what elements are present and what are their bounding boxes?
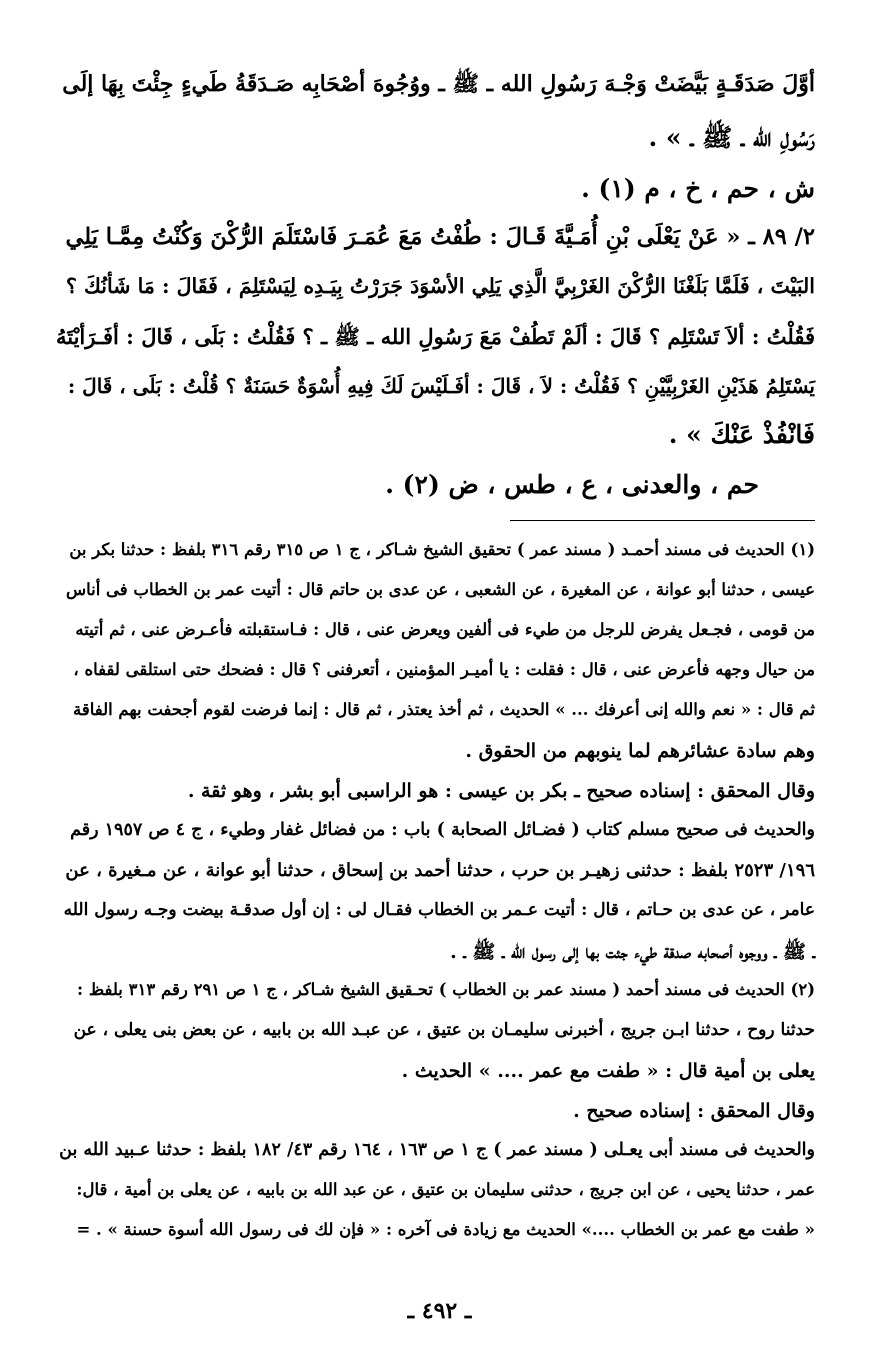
footnote-divider — [510, 520, 815, 521]
footnote-line: ـ ﷺ ـ ووجوه أصحابه صدقة طيء جئت بها إلى رسول الله ـ ﷺ ـ . — [450, 941, 815, 963]
footnote-line: حدثنا روح ، حدثنا ابـن جريج ، أخبرنى سليمـان بن عتيق ، عن عبـد الله بن بابيه ، عن بعض بنى يعلى ، عن — [73, 1020, 815, 1040]
main-text-line: فَقُلْتُ : ألاَ تَسْتَلِم ؟ قَالَ : ألَمْ تَطُفْ مَعَ رَسُولِ الله ـ ﷺ ـ ؟ فَقُلْتُ : بَلَى ، قَالَ : أفَـرَأيْتَهُ — [55, 324, 815, 349]
main-text-line: ٢/ ٨٩ ـ « عَنْ يَعْلَى بْنِ أُمَـيَّةَ قَـالَ : طُفْتُ مَعَ عُمَـرَ فَاسْتَلَمَ الرُّكْنَ وَكُنْتُ مِمَّـا يَلِي — [65, 224, 815, 250]
main-text-line: البَيْتَ ، فَلَمَّا بَلَغْنَا الرُّكْنَ الغَرْبِيَّ الَّذِي يَلِي الأسْوَدَ جَرَرْتُ بِيَـدِه لِيَسْتَلِمَ ، فَقَالَ : مَا شَأنُكَ ؟ — [66, 274, 815, 298]
footnote-line: (٢) الحديث فى مسند أحمد ( مسند عمر بن الخطاب ) تحـقيق الشيخ شـاكر ، ج ١ ص ٢٩١ رقم ٣١٣ بلفظ : — [77, 980, 815, 999]
main-text-line: يَسْتَلِمُ هَذَيْنِ الغَرْبِيَّيْنِ ؟ فَقُلْتُ : لاَ ، قَالَ : أفَـلَيْسَ لَكَ فِيهِ أُسْوَةٌ حَسَنَةٌ ؟ قُلْتُ : بَلَى ، قَالَ : — [67, 374, 815, 398]
main-text-line: رَسُولِ الله ـ ﷺ ـ » . — [648, 123, 815, 152]
footnote-line: والحديث فى صحيح مسلم كتاب ( فضـائل الصحابة ) باب : من فضائل غفار وطيء ، ج ٤ ص ١٩٥٧ رقم — [70, 820, 815, 840]
footnote-line: عامر ، عن عدى بن حـاتم ، قال : أتيت عـمر بن الخطاب فقـال لى : إن أول صدقـة بيضت وجـه رسول الله — [63, 900, 815, 920]
footnote-line: يعلى بن أمية قال : « طفت مع عمر .... » الحديث . — [401, 1060, 815, 1082]
footnote-line: ثم قال : « نعم والله إنى أعرفك ... » الحديث ، ثم أخذ يعتذر ، ثم قال : إنما فرضت لقوم أجحفت بهم الفاقة — [72, 700, 815, 719]
footnote-line: (١) الحديث فى مسند أحمـد ( مسند عمر ) تحقيق الشيخ شـاكر ، ج ١ ص ٣١٥ رقم ٣١٦ بلفظ : حدثنا بكر بن — [69, 540, 815, 559]
footnote-line: وقال المحقق : إسناده صحيح ـ بكر بن عيسى : هو الراسبى أبو بشر ، وهو ثقة . — [187, 780, 815, 802]
footnote-line: وهم سادة عشائرهم لما ينوبهم من الحقوق . — [465, 740, 815, 762]
footnote-line: « طفت مع عمر بن الخطاب ....» الحديث مع زيادة فى آخره : « فإن لك فى رسول الله أسوة حسنة » . = — [76, 1220, 815, 1239]
main-text-line: فَانْفُذْ عَنْكَ » . — [668, 420, 815, 449]
footnote-line: من قومى ، فجـعل يفرض للرجل من طيء فى ألفين ويعرض عنى ، قال : فـاستقبلته فأعـرض عنى ، ثم أتيته — [75, 620, 815, 639]
page-number: ـ ٤٩٢ ـ — [407, 1298, 472, 1324]
footnote-line: والحديث فى مسند أبى يعـلى ( مسند عمر ) ج ١ ص ١٦٣ ، ١٦٤ رقم ٤٣/ ١٨٢ بلفظ : حدثنا عـبيد الله بن — [59, 1140, 815, 1160]
source-abbreviations-line: حم ، والعدنى ، ع ، طس ، ض (٢) . — [385, 470, 759, 499]
footnote-line: ١٩٦/ ٢٥٢٣ بلفظ : حدثنى زهيـر بن حرب ، حدثنا أحمد بن إسحاق ، حدثنا أبو عوانة ، عن مـغيرة ، عن — [65, 860, 815, 881]
source-abbreviations-line: ش ، حم ، خ ، م (١) . — [581, 174, 815, 203]
main-text-line: أوَّلَ صَدَقَـةٍ بَيَّضَتْ وَجْـهَ رَسُولِ الله ـ ﷺ ـ ووُجُوهَ أصْحَابِه صَـدَقَةُ طَيءٍ جِئْتَ بِهَا إلَى — [62, 71, 815, 97]
footnote-line: وقال المحقق : إسناده صحيح . — [573, 1100, 815, 1122]
footnote-line: عمر ، حدثنا يحيى ، عن ابن جريج ، حدثنى سليمان بن عتيق ، عن عبد الله بن بابيه ، عن يعلى بن أمية ، قال: — [76, 1180, 815, 1199]
footnote-line: من حيال وجهه فأعرض عنى ، قال : فقلت : يا أميـر المؤمنين ، أتعرفنى ؟ قال : فضحك حتى استلقى لقفاه ، — [73, 660, 815, 679]
footnote-line: عيسى ، حدثنا أبو عوانة ، عن المغيرة ، عن الشعبى ، عن عدى بن حاتم قال : أتيت عمر بن الخطاب فى أناس — [65, 580, 815, 599]
